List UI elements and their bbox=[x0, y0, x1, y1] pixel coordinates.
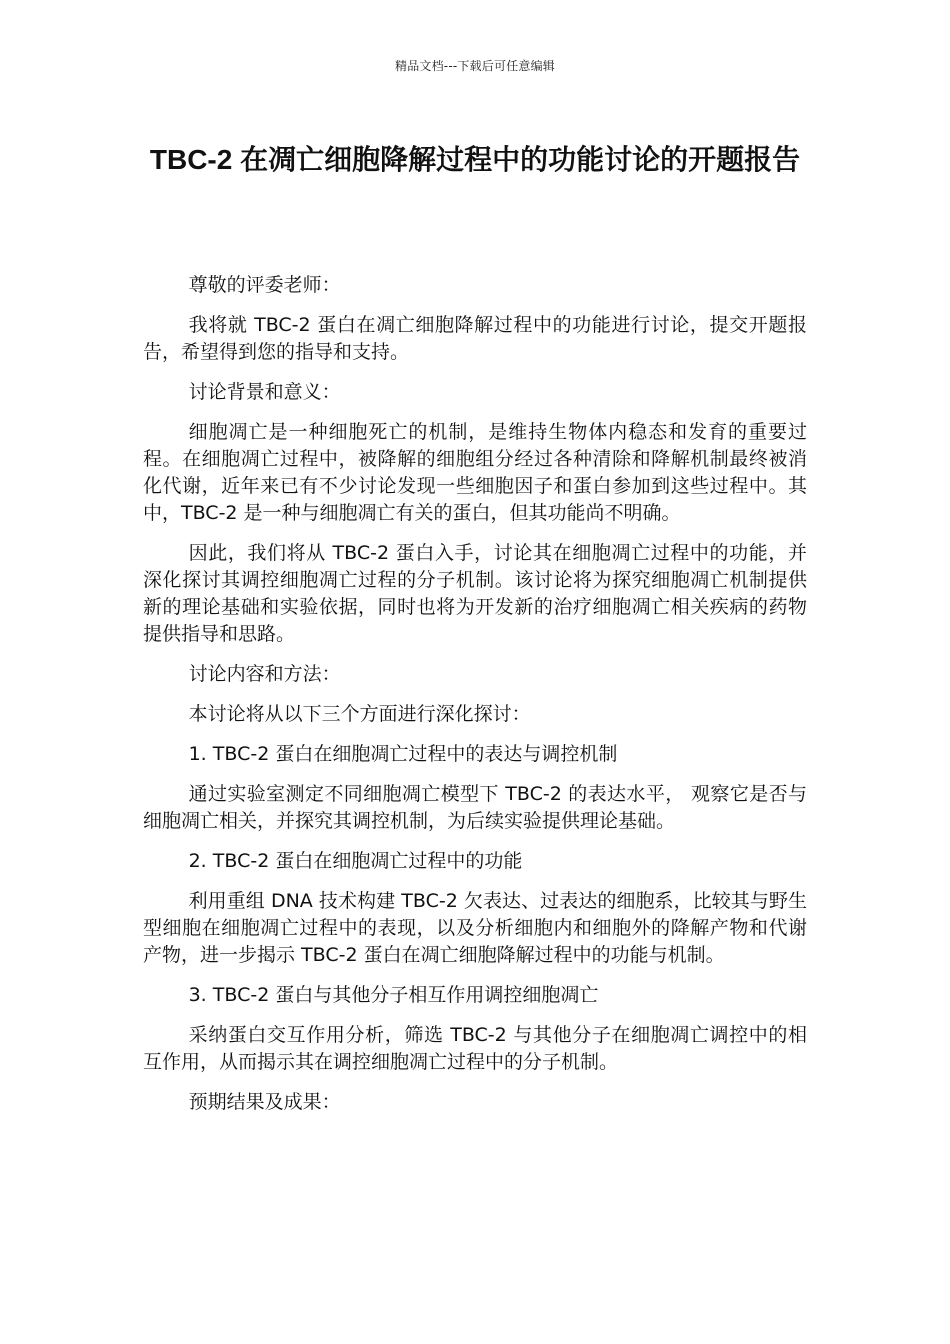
methods-intro: 本讨论将从以下三个方面进行深化探讨： bbox=[188, 703, 531, 725]
document-title: TBC-2 在凋亡细胞降解过程中的功能讨论的开题报告 bbox=[149, 144, 801, 175]
method-item-1-title: 1. TBC-2 蛋白在细胞凋亡过程中的表达与调控机制 bbox=[188, 743, 618, 765]
section-heading-methods: 讨论内容和方法： bbox=[188, 663, 341, 685]
document-body bbox=[143, 272, 807, 1129]
method-item-3-title: 3. TBC-2 蛋白与其他分子相互作用调控细胞凋亡 bbox=[188, 984, 599, 1006]
intro-paragraph: 我将就 TBC-2 蛋白在凋亡细胞降解过程中的功能进行讨论，提交开题报告，希望得到您的指导和支持。 bbox=[143, 314, 807, 363]
salutation: 尊敬的评委老师： bbox=[188, 274, 341, 296]
method-item-2-text: 利用重组 DNA 技术构建 TBC-2 欠表达、过表达的细胞系，比较其与野生型细胞在细胞凋亡过程中的表现，以及分析细胞内和细胞外的降解产物和代谢产物，进一步揭示 TBC-2 蛋白在凋亡细胞降解过程中的功能与机制。 bbox=[143, 890, 807, 966]
method-item-2-title: 2. TBC-2 蛋白在细胞凋亡过程中的功能 bbox=[188, 850, 523, 872]
section-heading-background: 讨论背景和意义： bbox=[188, 381, 341, 403]
header-note: 精品文档---下载后可任意编辑 bbox=[395, 59, 555, 73]
section-heading-results: 预期结果及成果： bbox=[188, 1091, 341, 1113]
method-item-3-text: 采纳蛋白交互作用分析，筛选 TBC-2 与其他分子在细胞凋亡调控中的相互作用，从而揭示其在调控细胞凋亡过程中的分子机制。 bbox=[143, 1024, 807, 1073]
method-item-1-text: 通过实验室测定不同细胞凋亡模型下 TBC-2 的表达水平， 观察它是否与细胞凋亡相关，并探究其调控机制，为后续实验提供理论基础。 bbox=[143, 783, 807, 832]
background-paragraph-2: 因此，我们将从 TBC-2 蛋白入手，讨论其在细胞凋亡过程中的功能，并深化探讨其调控细胞凋亡过程的分子机制。该讨论将为探究细胞凋亡机制提供新的理论基础和实验依据，同时也将为开发新的治疗细胞凋亡相关疾病的药物提供指导和思路。 bbox=[143, 542, 807, 645]
background-paragraph-1: 细胞凋亡是一种细胞死亡的机制，是维持生物体内稳态和发育的重要过程。在细胞凋亡过程中，被降解的细胞组分经过各种清除和降解机制最终被消化代谢，近年来已有不少讨论发现一些细胞因子和蛋白参加到这些过程中。其中，TBC-2 是一种与细胞凋亡有关的蛋白，但其功能尚不明确。 bbox=[143, 421, 807, 524]
